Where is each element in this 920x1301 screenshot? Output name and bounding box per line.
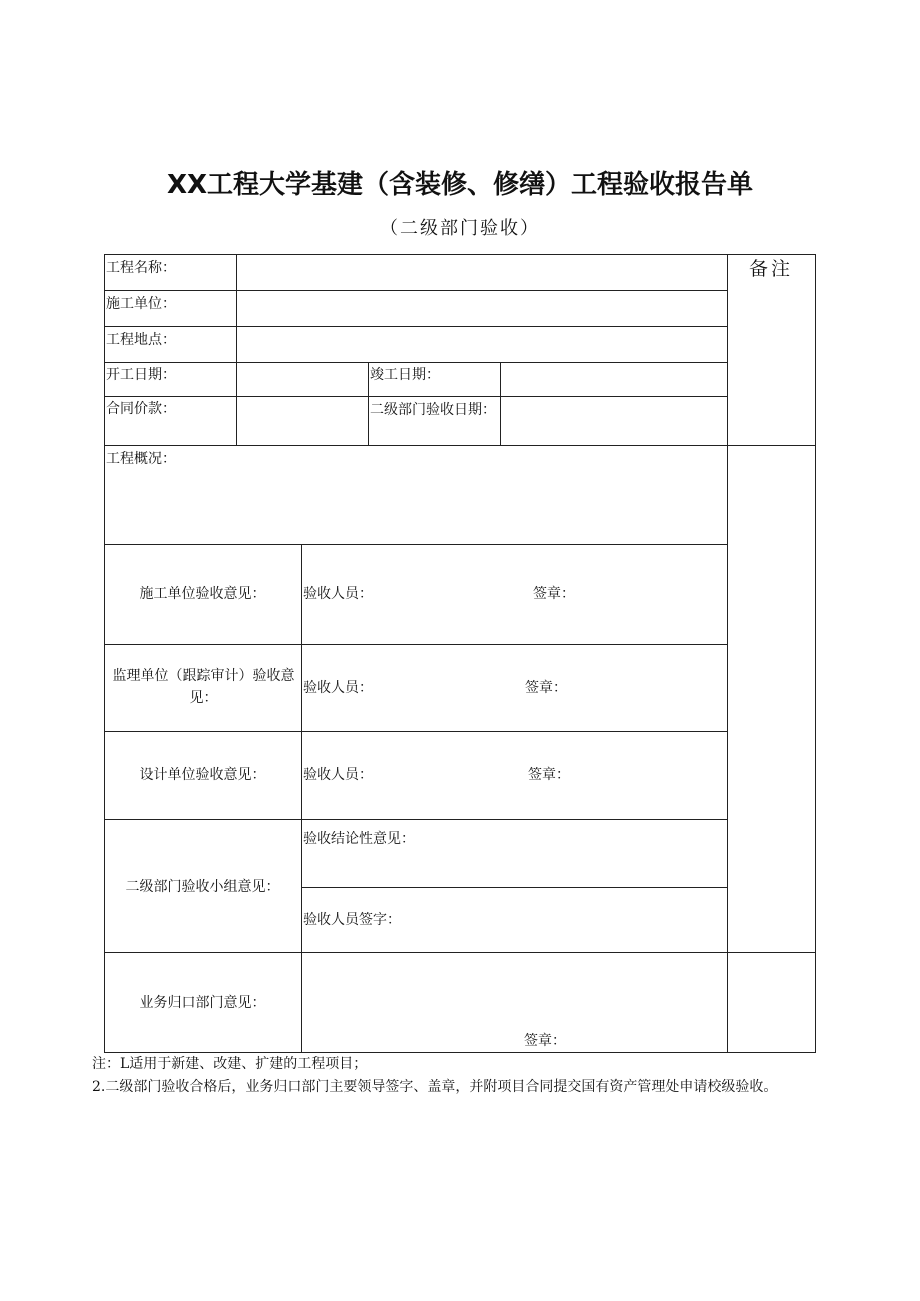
completion-date-label: 竣工日期： — [370, 367, 440, 383]
project-name-field[interactable] — [237, 255, 726, 290]
supervision-opinion-label: 监理单位（跟踪审计）验收意见： — [112, 668, 295, 706]
page-title: XX工程大学基建（含装修、修缮）工程验收报告单 — [166, 170, 754, 200]
project-overview-label: 工程概况： — [106, 451, 176, 467]
supervision-seal-label: 签章： — [525, 680, 567, 696]
project-location-field[interactable] — [237, 327, 726, 362]
note-1: 注：L适用于新建、改建、扩建的工程项目； — [92, 1056, 368, 1072]
construction-unit-field[interactable] — [237, 291, 726, 326]
contract-price-field[interactable] — [237, 397, 367, 445]
remarks-header: 备注 — [748, 258, 793, 280]
page-subtitle: （二级部门验收） — [380, 218, 540, 239]
design-opinion-label: 设计单位验收意见： — [139, 767, 266, 783]
start-date-label: 开工日期： — [106, 367, 176, 383]
construction-unit-label: 施工单位： — [106, 296, 176, 312]
note-2: 2.二级部门验收合格后，业务归口部门主要领导签字、盖章，并附项目合同提交国有资产管理处申请校级验收。 — [92, 1079, 778, 1095]
business-dept-opinion-label: 业务归口部门意见： — [139, 995, 266, 1011]
project-name-label: 工程名称： — [106, 260, 176, 276]
acceptance-conclusion-label: 验收结论性意见： — [303, 831, 415, 847]
design-inspectors-label: 验收人员： — [303, 767, 373, 783]
dept-acceptance-date-field[interactable] — [501, 397, 726, 445]
business-dept-seal-label: 签章： — [524, 1033, 566, 1049]
construction-inspectors-label: 验收人员： — [303, 586, 373, 602]
construction-opinion-label: 施工单位验收意见： — [139, 586, 266, 602]
project-location-label: 工程地点： — [106, 332, 176, 348]
supervision-inspectors-label: 验收人员： — [303, 680, 373, 696]
dept-acceptance-date-label: 二级部门验收日期： — [370, 402, 496, 418]
start-date-field[interactable] — [237, 363, 367, 396]
dept-group-opinion-label: 二级部门验收小组意见： — [125, 879, 280, 895]
completion-date-field[interactable] — [501, 363, 726, 396]
design-seal-label: 签章： — [528, 767, 570, 783]
inspectors-signature-label: 验收人员签字： — [303, 912, 401, 928]
contract-price-label: 合同价款： — [106, 401, 176, 417]
construction-seal-label: 签章： — [533, 586, 575, 602]
